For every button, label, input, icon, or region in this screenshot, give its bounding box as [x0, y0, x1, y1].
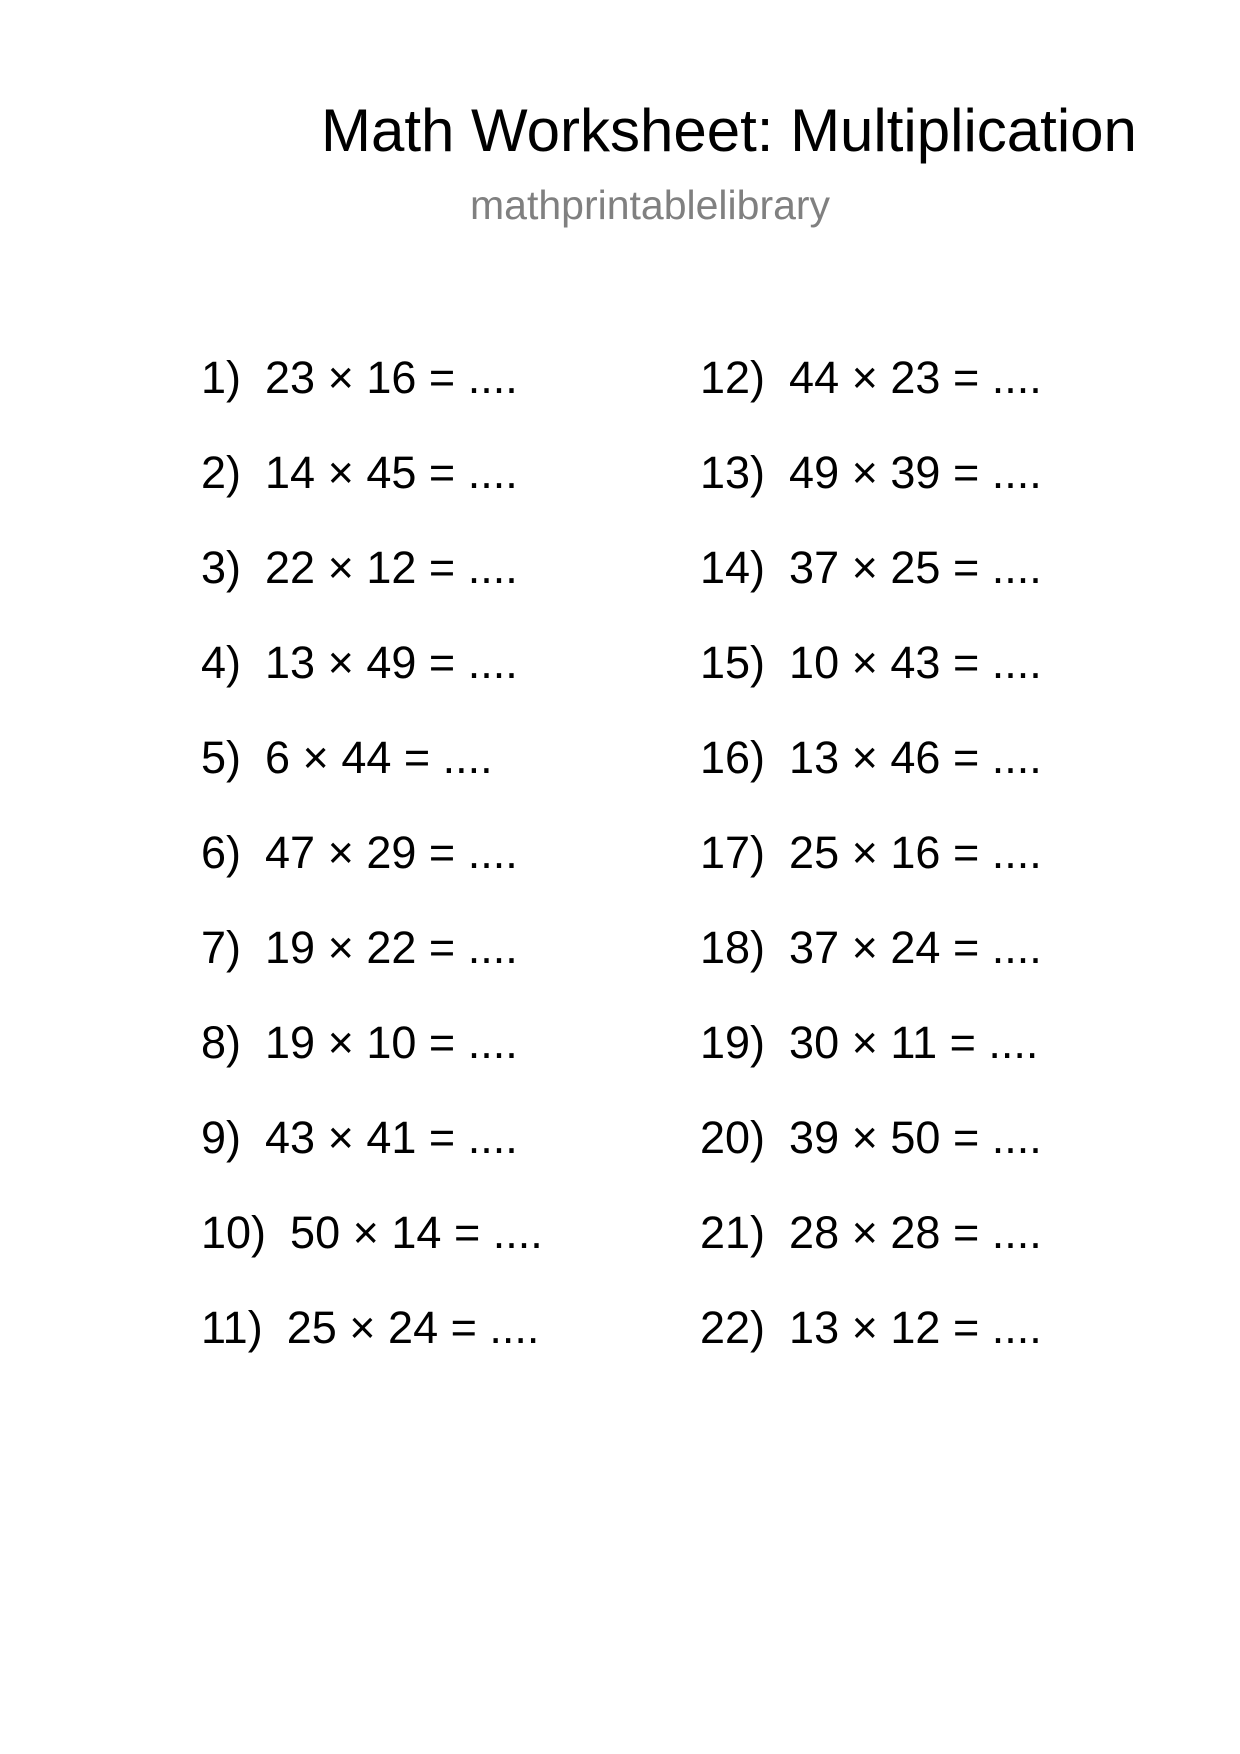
problem-expression: 49 × 39 = .... [789, 447, 1042, 498]
problem-number: 8) [201, 1017, 242, 1068]
problem-number: 14) [700, 542, 766, 593]
problem-number: 10) [201, 1207, 267, 1258]
worksheet-title: Math Worksheet: Multiplication [321, 97, 1137, 164]
problem-item [201, 922, 543, 1017]
problem-expression: 10 × 43 = .... [789, 637, 1042, 688]
problem-item [700, 922, 1042, 1017]
problem-expression: 23 × 16 = .... [265, 352, 518, 403]
problem-item [201, 1017, 543, 1112]
problem-number: 9) [201, 1112, 242, 1163]
problem-number: 18) [700, 922, 766, 973]
problem-number: 17) [700, 827, 766, 878]
problem-item [700, 732, 1042, 827]
problem-number: 22) [700, 1302, 766, 1353]
problem-expression: 30 × 11 = .... [789, 1017, 1039, 1068]
problem-number: 5) [201, 732, 242, 783]
problem-column-left [201, 352, 543, 1397]
problem-item [700, 827, 1042, 922]
problem-item [201, 1302, 543, 1397]
problem-item [700, 1112, 1042, 1207]
problem-item [201, 1112, 543, 1207]
problem-number: 19) [700, 1017, 766, 1068]
problem-number: 1) [201, 352, 242, 403]
problem-item [700, 1017, 1042, 1112]
problem-expression: 37 × 25 = .... [789, 542, 1042, 593]
problem-expression: 50 × 14 = .... [290, 1207, 543, 1258]
problem-item [700, 542, 1042, 637]
problem-item [700, 637, 1042, 732]
problem-item [201, 542, 543, 637]
problem-expression: 39 × 50 = .... [789, 1112, 1042, 1163]
problem-number: 2) [201, 447, 242, 498]
problem-item [201, 637, 543, 732]
problem-number: 16) [700, 732, 766, 783]
problem-expression: 22 × 12 = .... [265, 542, 518, 593]
problem-number: 7) [201, 922, 242, 973]
problem-item [700, 1302, 1042, 1397]
problem-item [201, 732, 543, 827]
problem-item [201, 827, 543, 922]
problem-item [700, 1207, 1042, 1302]
problem-expression: 25 × 24 = .... [286, 1302, 540, 1353]
problem-number: 3) [201, 542, 242, 593]
problem-item [201, 447, 543, 542]
problem-item [201, 1207, 543, 1302]
problem-number: 11) [201, 1302, 263, 1353]
problem-expression: 19 × 10 = .... [265, 1017, 518, 1068]
problem-expression: 37 × 24 = .... [789, 922, 1042, 973]
problem-item [201, 352, 543, 447]
problem-column-right [700, 352, 1042, 1397]
problem-expression: 13 × 49 = .... [265, 637, 518, 688]
problem-number: 13) [700, 447, 766, 498]
problem-expression: 19 × 22 = .... [265, 922, 518, 973]
problem-number: 12) [700, 352, 766, 403]
problem-item [700, 447, 1042, 542]
problem-number: 20) [700, 1112, 766, 1163]
problem-expression: 13 × 46 = .... [789, 732, 1042, 783]
problem-expression: 44 × 23 = .... [789, 352, 1042, 403]
problem-number: 15) [700, 637, 766, 688]
problem-expression: 28 × 28 = .... [789, 1207, 1042, 1258]
problem-number: 6) [201, 827, 242, 878]
problem-number: 21) [700, 1207, 766, 1258]
problem-expression: 13 × 12 = .... [789, 1302, 1042, 1353]
problem-expression: 47 × 29 = .... [265, 827, 518, 878]
problem-expression: 14 × 45 = .... [265, 447, 518, 498]
problem-number: 4) [201, 637, 242, 688]
problem-expression: 25 × 16 = .... [789, 827, 1042, 878]
problem-item [700, 352, 1042, 447]
worksheet-subtitle: mathprintablelibrary [470, 182, 831, 228]
problem-expression: 43 × 41 = .... [265, 1112, 518, 1163]
problem-expression: 6 × 44 = .... [265, 732, 493, 783]
